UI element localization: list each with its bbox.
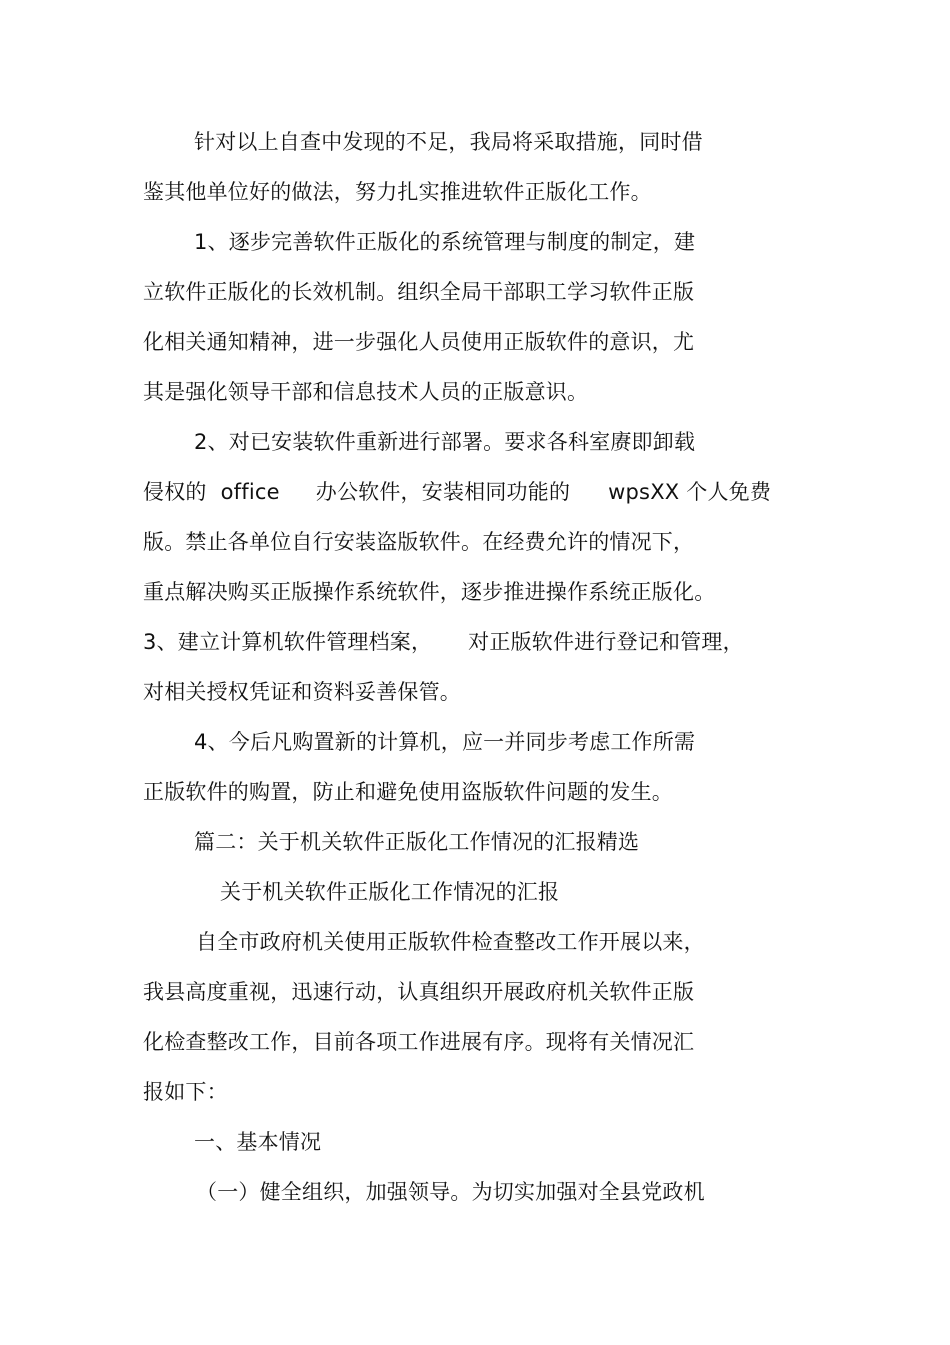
section-heading: 篇二：关于机关软件正版化工作情况的汇报精选 (194, 830, 640, 854)
paragraph-line-5: 化相关通知精神，进一步强化人员使用正版软件的意识，尤 (143, 330, 695, 354)
report-title: 关于机关软件正版化工作情况的汇报 (220, 880, 560, 904)
paragraph-line-10: 重点解决购买正版操作系统软件，逐步推进操作系统正版化。 (143, 580, 716, 604)
subsection-heading: 一、基本情况 (194, 1130, 322, 1154)
paragraph-line-11 (143, 628, 744, 656)
paragraph-line-20: 报如下： (143, 1080, 228, 1104)
paragraph-line-6: 其是强化领导干部和信息技术人员的正版意识。 (143, 380, 589, 404)
line-8-part-2: office (220, 480, 280, 504)
paragraph-line-7: 2、对已安装软件重新进行部署。要求各科室赓即卸载 (194, 430, 696, 454)
paragraph-line-3: 1、逐步完善软件正版化的系统管理与制度的制定，建 (194, 230, 696, 254)
paragraph-line-2: 鉴其他单位好的做法，努力扎实推进软件正版化工作。 (143, 180, 652, 204)
line-8-part-3: 办公软件，安装相同功能的 (315, 480, 571, 504)
line-8-part-4: wpsXX 个人免费 (608, 480, 772, 504)
paragraph-line-4: 立软件正版化的长效机制。组织全局干部职工学习软件正版 (143, 280, 695, 304)
paragraph-line-19: 化检查整改工作，目前各项工作进展有序。现将有关情况汇 (143, 1030, 695, 1054)
paragraph-line-14: 正版软件的购置，防止和避免使用盗版软件问题的发生。 (143, 780, 673, 804)
paragraph-line-1: 针对以上自查中发现的不足，我局将采取措施，同时借 (194, 130, 703, 154)
line-8-part-1: 侵权的 (143, 480, 207, 504)
paragraph-line-13: 4、今后凡购置新的计算机，应一并同步考虑工作所需 (194, 730, 696, 754)
paragraph-line-18: 我县高度重视，迅速行动，认真组织开展政府机关软件正版 (143, 980, 695, 1004)
paragraph-line-12: 对相关授权凭证和资料妥善保管。 (143, 680, 461, 704)
paragraph-line-17: 自全市政府机关使用正版软件检查整改工作开展以来， (196, 930, 705, 954)
paragraph-line-22: （一）健全组织，加强领导。为切实加强对全县党政机 (196, 1180, 705, 1204)
paragraph-line-8 (143, 478, 771, 506)
line-11-part-2: 对正版软件进行登记和管理， (468, 630, 744, 654)
line-11-part-1: 3、建立计算机软件管理档案， (143, 630, 433, 654)
paragraph-line-9: 版。禁止各单位自行安装盗版软件。在经费允许的情况下， (143, 530, 695, 554)
